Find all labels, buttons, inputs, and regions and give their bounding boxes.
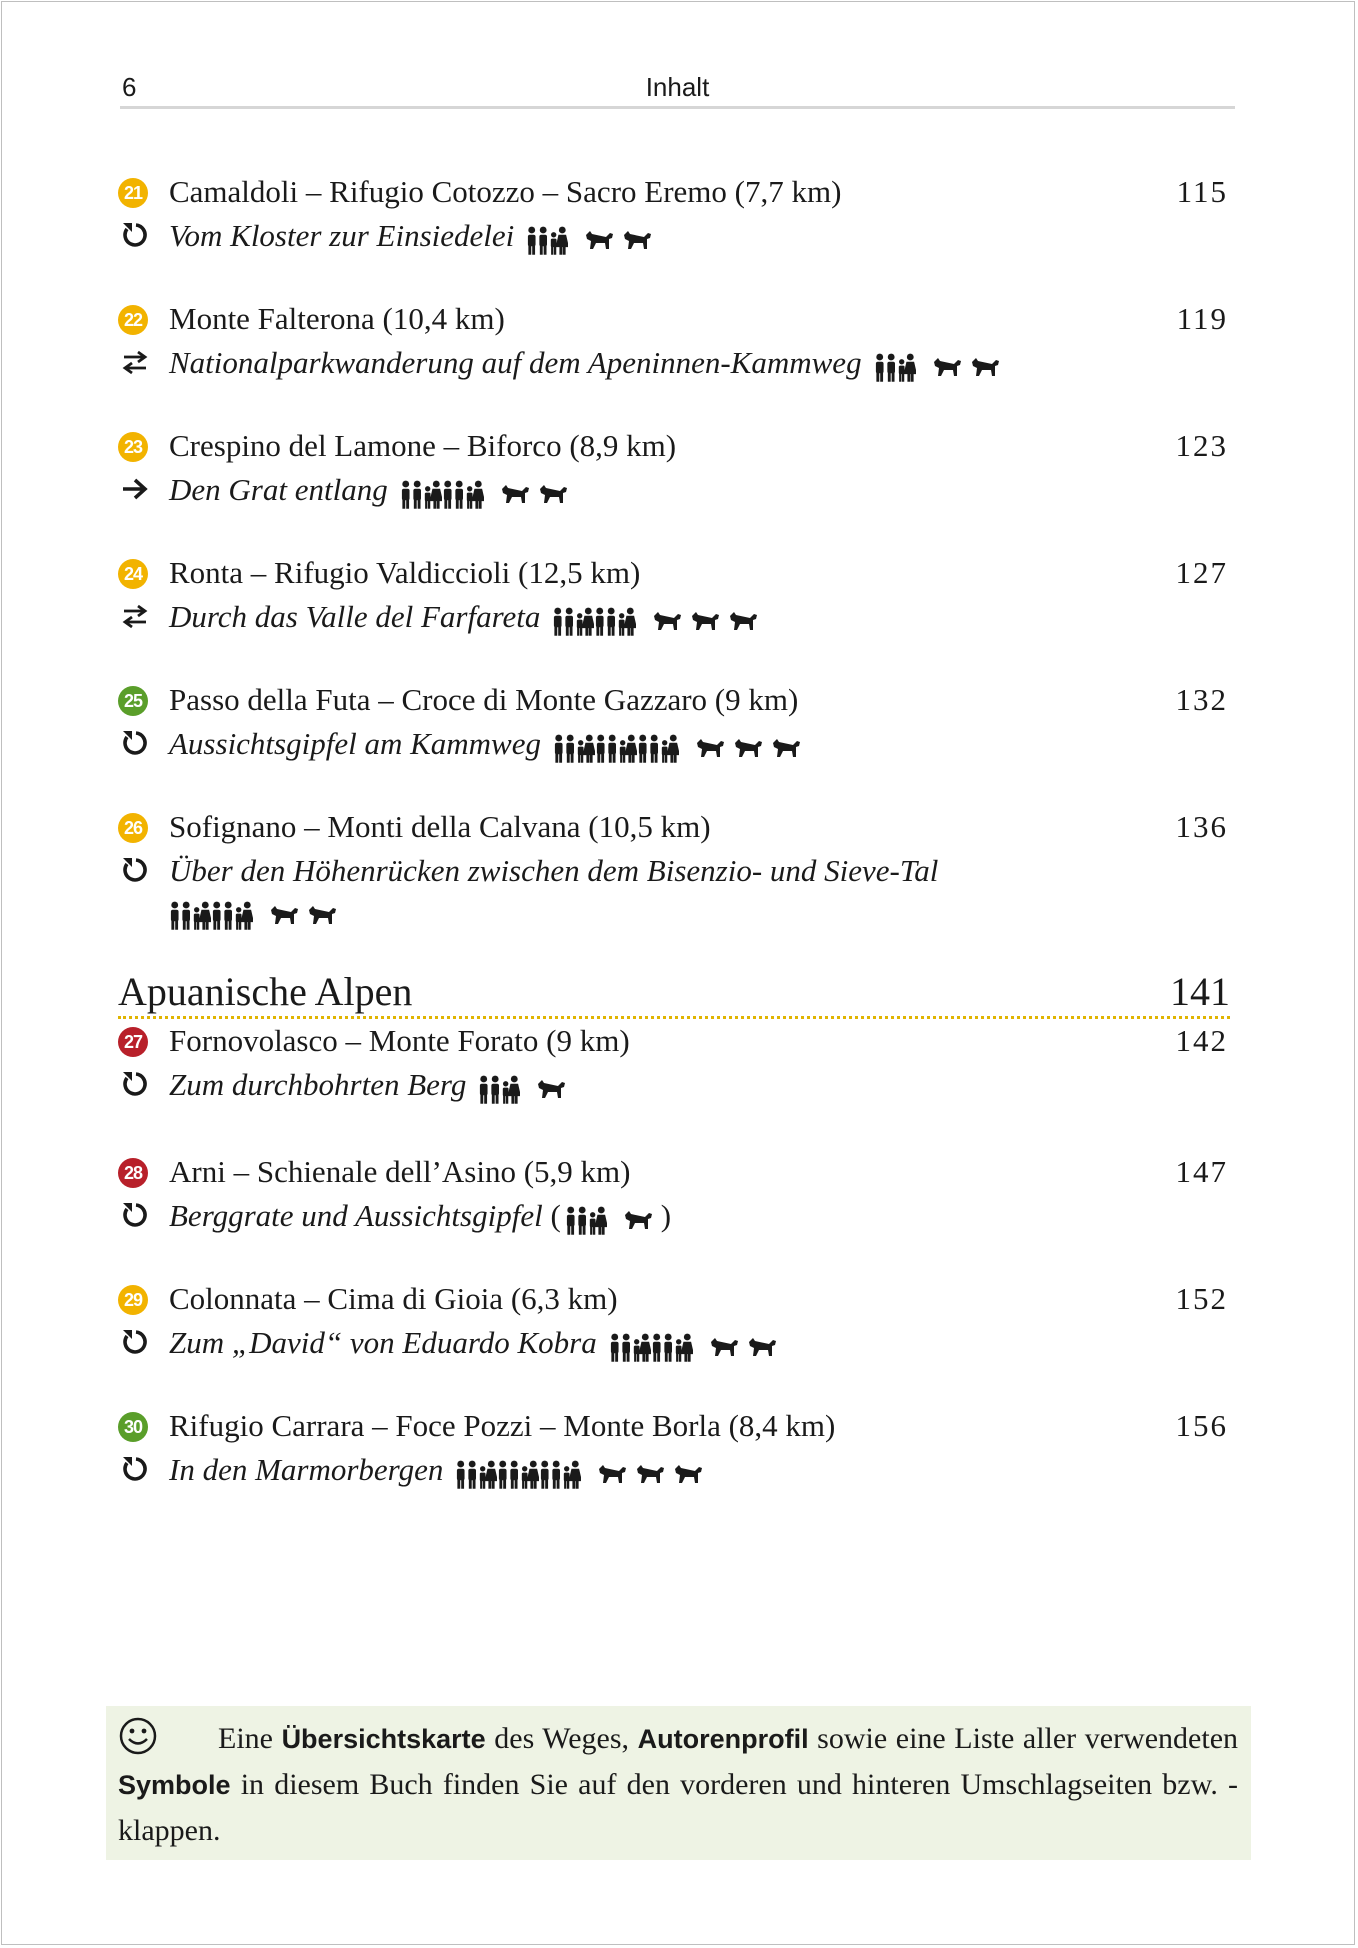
paren-close: ) (660, 1198, 672, 1233)
note-text-part: sowie eine Liste aller verwendeten (808, 1722, 1239, 1755)
route-number-badge: 23 (118, 432, 148, 462)
loop-route-icon (120, 728, 150, 758)
entry-page-number: 156 (1175, 1408, 1228, 1443)
route-number-badge: 24 (118, 559, 148, 589)
route-number-badge: 22 (118, 305, 148, 335)
entry-page-number: 115 (1176, 174, 1228, 209)
route-number-badge: 29 (118, 1285, 148, 1315)
difficulty-symbols (526, 220, 660, 256)
note-bold-map: Übersichtskarte (281, 1724, 486, 1754)
entry-subtitle-line (169, 599, 766, 637)
note-bold-profile: Autorenprofil (637, 1724, 809, 1754)
entry-title: Monte Falterona (10,4 km) (169, 301, 505, 336)
entry-title: Rifugio Carrara – Foce Pozzi – Monte Borla (8,4 km) (169, 1408, 836, 1443)
toc-entry[interactable] (118, 555, 1238, 643)
difficulty-symbols (874, 347, 1008, 383)
page-title: Inhalt (645, 72, 710, 102)
loop-route-icon (120, 1454, 150, 1484)
entry-subtitle-line (169, 1325, 785, 1363)
toc-entry[interactable] (118, 1281, 1238, 1369)
dog-icon (500, 483, 530, 507)
dog-icon (970, 356, 1000, 380)
entry-title: Fornovolasco – Monte Forato (9 km) (169, 1023, 630, 1058)
entry-title: Colonnata – Cima di Gioia (6,3 km) (169, 1281, 618, 1316)
toc-entry[interactable] (118, 301, 1238, 389)
dog-icon (728, 610, 758, 634)
loop-route-icon (120, 1200, 150, 1230)
entry-page-number: 136 (1175, 809, 1228, 844)
route-number-badge: 28 (118, 1158, 148, 1188)
entry-subtitle-line (169, 345, 1008, 383)
entry-subtitle: In den Marmorbergen (169, 1452, 444, 1487)
toc-entry[interactable] (118, 1408, 1238, 1496)
page-number: 6 (122, 72, 137, 102)
family-icon (594, 607, 636, 636)
dog-icon (771, 737, 801, 761)
dog-icon (673, 1463, 703, 1487)
note-text-part: des Weges, (485, 1722, 638, 1755)
family-icon (553, 734, 595, 763)
difficulty-symbols (478, 1069, 574, 1105)
dog-icon (652, 610, 682, 634)
dog-icon (733, 737, 763, 761)
entry-page-number: 123 (1175, 428, 1228, 463)
toc-entry[interactable] (118, 1023, 1238, 1111)
entry-subtitle: Aussichtsgipfel am Kammweg (169, 726, 541, 761)
family-icon (651, 1333, 693, 1362)
loop-route-icon (120, 220, 150, 250)
dog-icon (584, 229, 614, 253)
difficulty-symbols (455, 1454, 711, 1490)
entry-subtitle: Vom Kloster zur Einsiedelei (169, 218, 515, 253)
dog-icon (635, 1463, 665, 1487)
entry-page-number: 132 (1175, 682, 1228, 717)
entry-title: Passo della Futa – Croce di Monte Gazzaro (9 km) (169, 682, 799, 717)
entry-page-number: 152 (1175, 1281, 1228, 1316)
note-text-part: Eine (218, 1722, 282, 1755)
one-way-route-icon (120, 474, 150, 504)
two-way-route-icon (120, 601, 150, 631)
route-number-badge: 21 (118, 178, 148, 208)
entry-subtitle: Durch das Valle del Farfareta (169, 599, 541, 634)
entry-page-number: 142 (1175, 1023, 1228, 1058)
family-icon (595, 734, 637, 763)
family-icon (874, 353, 916, 382)
difficulty-symbols (565, 1200, 661, 1236)
loop-route-icon (120, 1327, 150, 1357)
entry-page-number: 119 (1176, 301, 1228, 336)
entry-title: Arni – Schienale dell’Asino (5,9 km) (169, 1154, 631, 1189)
family-icon (169, 901, 211, 930)
toc-entry[interactable] (118, 1154, 1238, 1242)
dog-icon (932, 356, 962, 380)
family-icon (565, 1206, 607, 1235)
dog-icon (538, 483, 568, 507)
entry-subtitle-line (169, 1067, 574, 1105)
entry-subtitle: Zum durchbohrten Berg (169, 1067, 467, 1102)
page-header (120, 70, 1235, 109)
info-note (106, 1706, 1251, 1860)
entry-subtitle-line (169, 1198, 671, 1236)
family-icon (526, 226, 568, 255)
family-icon (442, 480, 484, 509)
note-text (118, 1716, 1238, 1853)
note-text-part: in diesem Buch finden Sie auf den vorderen und hinteren Umschlagseiten bzw. -klappen. (118, 1768, 1238, 1847)
difficulty-symbols (552, 601, 766, 637)
section-page-number: 141 (1170, 969, 1230, 1014)
family-icon (455, 1460, 497, 1489)
loop-route-icon (120, 855, 150, 885)
family-icon (637, 734, 679, 763)
route-number-badge: 27 (118, 1027, 148, 1057)
entry-page-number: 127 (1175, 555, 1228, 590)
entry-subtitle: Den Grat entlang (169, 472, 388, 507)
dog-icon (709, 1336, 739, 1360)
difficulty-symbols (169, 901, 345, 930)
dog-icon (307, 904, 337, 928)
entry-subtitle: Berggrate und Aussichtsgipfel (169, 1198, 543, 1233)
loop-route-icon (120, 1069, 150, 1099)
entry-subtitle-line (169, 472, 576, 510)
family-icon (497, 1460, 539, 1489)
dog-icon (269, 904, 299, 928)
dog-icon (536, 1078, 566, 1102)
family-icon (552, 607, 594, 636)
entry-title: Ronta – Rifugio Valdicciolі (12,5 km) (169, 555, 641, 590)
entry-subtitle: Nationalparkwanderung auf dem Apeninnen-Kammweg (169, 345, 862, 380)
family-icon (478, 1075, 520, 1104)
difficulty-symbols (400, 474, 576, 510)
entry-title: Crespino del Lamone – Biforco (8,9 km) (169, 428, 677, 463)
dog-icon (623, 1209, 653, 1233)
entry-subtitle-line (169, 1452, 711, 1490)
entry-page-number: 147 (1175, 1154, 1228, 1189)
route-number-badge: 30 (118, 1412, 148, 1442)
difficulty-symbols (553, 728, 809, 764)
section-heading (118, 969, 1230, 1019)
route-number-badge: 25 (118, 686, 148, 716)
two-way-route-icon (120, 347, 150, 377)
family-icon (609, 1333, 651, 1362)
toc-entry[interactable] (118, 174, 1238, 262)
entry-subtitle: Zum „David“ von Eduardo Kobra (169, 1325, 597, 1360)
dog-icon (690, 610, 720, 634)
dog-icon (597, 1463, 627, 1487)
dog-icon (695, 737, 725, 761)
toc-entry[interactable] (118, 428, 1238, 516)
route-number-badge: 26 (118, 813, 148, 843)
dog-icon (622, 229, 652, 253)
toc-entry[interactable] (118, 682, 1238, 770)
section-title: Apuanische Alpen (118, 969, 413, 1014)
entry-title: Camaldoli – Rifugio Cotozzo – Sacro Eremo (7,7 km) (169, 174, 842, 209)
entry-subtitle-line (169, 726, 809, 764)
entry-title: Sofignano – Monti della Calvana (10,5 km) (169, 809, 711, 844)
note-bold-symbols: Symbole (118, 1770, 231, 1800)
family-icon (400, 480, 442, 509)
entry-subtitle: Über den Höhenrücken zwischen dem Bisenzio- und Sieve-Tal (169, 853, 939, 888)
dog-icon (747, 1336, 777, 1360)
difficulty-symbols (609, 1327, 785, 1363)
toc-entry[interactable] (118, 809, 1238, 941)
entry-subtitle-line (169, 218, 660, 256)
family-icon (211, 901, 253, 930)
family-icon (539, 1460, 581, 1489)
paren-open: ( (550, 1198, 561, 1233)
